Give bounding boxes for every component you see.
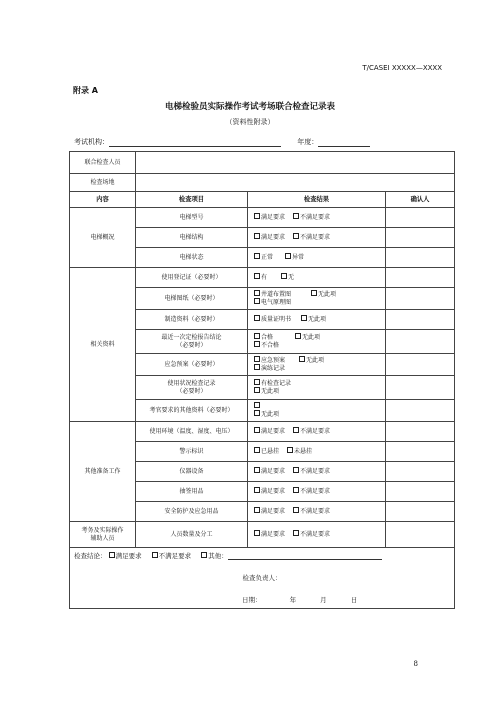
checkbox-option[interactable]: 不满足要求 xyxy=(293,488,330,496)
checkbox-option[interactable]: 满足要求 xyxy=(254,508,285,516)
result-instruments xyxy=(248,462,386,482)
year-field[interactable] xyxy=(318,139,370,147)
checkbox-option[interactable]: 满足要求 xyxy=(254,214,285,222)
checkbox-icon xyxy=(254,379,260,385)
checkbox-option[interactable]: 演练记录 xyxy=(254,365,285,373)
result-safety-supplies xyxy=(248,502,386,522)
group-staff: 考务及实际操作 辅助人员 xyxy=(70,522,136,548)
checkbox-icon[interactable] xyxy=(254,402,260,408)
result-registration xyxy=(248,268,386,288)
checkbox-icon xyxy=(287,447,293,453)
checkbox-icon xyxy=(254,530,260,536)
confirmer-cell[interactable] xyxy=(386,228,455,248)
checkbox-option[interactable]: 应急预案 xyxy=(254,357,285,365)
header-confirmer: 确认人 xyxy=(386,192,455,208)
checkbox-option[interactable]: 有 xyxy=(254,274,267,282)
checkbox-icon xyxy=(293,233,299,239)
conclusion-cell xyxy=(70,548,455,609)
checkbox-option[interactable]: 合格 xyxy=(254,334,273,342)
confirmer-cell[interactable] xyxy=(386,330,455,354)
day-unit: 日 xyxy=(350,596,358,604)
checkbox-icon xyxy=(254,341,260,347)
checkbox-icon xyxy=(254,467,260,473)
result-status xyxy=(248,248,386,268)
checkbox-icon xyxy=(311,290,317,296)
date-line xyxy=(74,596,450,604)
checkbox-icon xyxy=(254,290,260,296)
checkbox-icon xyxy=(295,333,301,339)
confirmer-cell[interactable] xyxy=(386,310,455,330)
checkbox-option[interactable]: 已悬挂 xyxy=(254,448,279,456)
confirmer-cell[interactable] xyxy=(386,462,455,482)
date-label: 日期： xyxy=(242,596,262,604)
checkbox-option[interactable]: 不合格 xyxy=(254,342,279,350)
confirmer-cell[interactable] xyxy=(386,248,455,268)
result-environment xyxy=(248,422,386,442)
conclusion-label: 检查结论： xyxy=(74,552,107,560)
checkbox-option[interactable]: 满足要求 xyxy=(254,488,285,496)
venue-label: 检查场地 xyxy=(70,174,136,192)
checkbox-option[interactable]: 质量证明书 xyxy=(254,316,291,324)
confirmer-cell[interactable] xyxy=(386,422,455,442)
item-emergency-plan: 应急预案（必要时） xyxy=(136,354,248,376)
item-manufacturing: 制造资料（必要时） xyxy=(136,310,248,330)
result-emergency-plan xyxy=(248,354,386,376)
checkbox-icon xyxy=(254,253,260,259)
group-prep: 其他准备工作 xyxy=(70,422,136,522)
item-registration: 使用登记证（必要时） xyxy=(136,268,248,288)
result-warning-signs xyxy=(248,442,386,462)
item-status: 电梯状态 xyxy=(136,248,248,268)
item-other-docs: 考官要求的其他资料（必要时） xyxy=(136,400,248,422)
checkbox-option[interactable]: 不满足要求 xyxy=(152,552,192,560)
confirmer-cell[interactable] xyxy=(386,376,455,400)
group-docs: 相关资料 xyxy=(70,268,136,422)
page-number: 8 xyxy=(413,660,418,668)
result-staff xyxy=(248,522,386,548)
checkbox-option[interactable]: 电气原理图 xyxy=(254,299,291,307)
checkbox-icon xyxy=(152,552,158,558)
checkbox-option[interactable]: 满足要求 xyxy=(254,468,285,476)
month-unit: 月 xyxy=(320,596,327,604)
checkbox-option[interactable]: 异常 xyxy=(285,254,304,262)
result-inspection-report xyxy=(248,330,386,354)
checkbox-icon xyxy=(293,427,299,433)
header-item: 检查项目 xyxy=(136,192,248,208)
confirmer-cell[interactable] xyxy=(386,288,455,310)
confirmer-cell[interactable] xyxy=(386,354,455,376)
checkbox-icon xyxy=(293,467,299,473)
conclusion-line xyxy=(74,552,450,560)
checkbox-icon xyxy=(254,273,260,279)
joint-inspectors-field[interactable] xyxy=(136,152,455,174)
checkbox-option[interactable]: 无此项 xyxy=(295,334,320,342)
checkbox-icon xyxy=(293,530,299,536)
confirmer-cell[interactable] xyxy=(386,502,455,522)
standard-id: T/CASEI XXXXX—XXXX xyxy=(362,64,442,72)
item-inspection-report: 最近一次定检报告结论 （必要时） xyxy=(136,330,248,354)
org-label: 考试机构： xyxy=(74,138,109,146)
checkbox-icon xyxy=(254,298,260,304)
result-manufacturing xyxy=(248,310,386,330)
checkbox-icon xyxy=(301,315,307,321)
item-environment: 使用环境（温度、湿度、电压） xyxy=(136,422,248,442)
item-staff: 人员数量及分工 xyxy=(136,522,248,548)
confirmer-cell[interactable] xyxy=(386,208,455,228)
org-field[interactable] xyxy=(109,139,281,147)
checkbox-icon xyxy=(254,387,260,393)
item-safety-supplies: 安全防护及应急用品 xyxy=(136,502,248,522)
checkbox-icon xyxy=(254,427,260,433)
joint-inspectors-label: 联合检查人员 xyxy=(70,152,136,174)
checkbox-option[interactable]: 正常 xyxy=(254,254,273,262)
checkbox-option[interactable]: 无此项 xyxy=(301,316,326,324)
other-field[interactable] xyxy=(228,552,382,560)
checkbox-option[interactable]: 满足要求 xyxy=(254,428,285,436)
page-title: 电梯检验员实际操作考试考场联合检查记录表 xyxy=(164,102,335,112)
checkbox-icon xyxy=(254,410,260,416)
checkbox-option[interactable]: 未悬挂 xyxy=(287,448,312,456)
checkbox-option[interactable]: 不满足要求 xyxy=(293,508,330,516)
checkbox-icon xyxy=(293,213,299,219)
checkbox-option[interactable]: 有检查记录 xyxy=(254,380,291,388)
confirmer-cell[interactable] xyxy=(386,482,455,502)
header-result: 检查结果 xyxy=(248,192,386,208)
checkbox-icon xyxy=(254,213,260,219)
result-drawing xyxy=(248,288,386,310)
checkbox-option[interactable]: 无此项 xyxy=(311,291,336,299)
checkbox-option[interactable]: 不满足要求 xyxy=(293,214,330,222)
checkbox-icon xyxy=(254,487,260,493)
appendix-label: 附录 A xyxy=(73,86,98,95)
meta-row xyxy=(74,137,434,147)
checkbox-icon xyxy=(254,356,260,362)
page-subtitle: （资料性附录） xyxy=(225,118,275,126)
checkbox-icon xyxy=(109,552,115,558)
record-table xyxy=(69,151,455,609)
checkbox-icon xyxy=(299,356,305,362)
checkbox-option[interactable]: 满足要求 xyxy=(254,531,285,539)
venue-field[interactable] xyxy=(136,174,455,192)
result-other-docs xyxy=(248,400,386,422)
item-drawing: 电梯图纸（必要时） xyxy=(136,288,248,310)
checkbox-option[interactable]: 无此项 xyxy=(254,411,279,419)
signature-line xyxy=(74,574,450,582)
checkbox-option[interactable]: 不满足要求 xyxy=(293,531,330,539)
confirmer-cell[interactable] xyxy=(386,268,455,288)
item-model: 电梯型号 xyxy=(136,208,248,228)
checkbox-icon xyxy=(293,507,299,513)
item-usage-record: 使用状况检查记录 （必要时） xyxy=(136,376,248,400)
checkbox-icon xyxy=(285,253,291,259)
checkbox-icon xyxy=(254,447,260,453)
checkbox-option[interactable]: 不满足要求 xyxy=(293,468,330,476)
item-lottery-supplies: 抽签用品 xyxy=(136,482,248,502)
checkbox-icon xyxy=(254,315,260,321)
checkbox-option[interactable]: 不满足要求 xyxy=(293,234,330,242)
confirmer-cell[interactable] xyxy=(386,400,455,422)
result-usage-record xyxy=(248,376,386,400)
checkbox-icon xyxy=(254,364,260,370)
checkbox-icon xyxy=(281,273,287,279)
sign-label: 检查负责人： xyxy=(242,574,282,582)
checkbox-icon xyxy=(293,487,299,493)
year-unit: 年 xyxy=(289,596,297,604)
checkbox-option[interactable]: 满足要求 xyxy=(109,552,142,560)
result-model xyxy=(248,208,386,228)
group-elevator: 电梯概况 xyxy=(70,208,136,268)
checkbox-option[interactable]: 井道布置图 xyxy=(254,291,291,299)
result-structure xyxy=(248,228,386,248)
checkbox-option[interactable]: 满足要求 xyxy=(254,234,285,242)
year-label: 年度： xyxy=(297,138,319,146)
checkbox-icon xyxy=(254,507,260,513)
checkbox-icon xyxy=(254,333,260,339)
confirmer-cell[interactable] xyxy=(386,522,455,548)
checkbox-option[interactable]: 其他： xyxy=(201,552,228,560)
checkbox-option[interactable]: 无此项 xyxy=(299,357,324,365)
checkbox-icon xyxy=(201,552,207,558)
checkbox-option[interactable]: 不满足要求 xyxy=(293,428,330,436)
confirmer-cell[interactable] xyxy=(386,442,455,462)
result-lottery-supplies xyxy=(248,482,386,502)
checkbox-option[interactable]: 无此项 xyxy=(254,388,279,396)
checkbox-icon xyxy=(254,233,260,239)
header-content: 内容 xyxy=(70,192,136,208)
item-warning-signs: 警示标识 xyxy=(136,442,248,462)
checkbox-option[interactable]: 无 xyxy=(281,274,294,282)
item-structure: 电梯结构 xyxy=(136,228,248,248)
item-instruments: 仪器设备 xyxy=(136,462,248,482)
